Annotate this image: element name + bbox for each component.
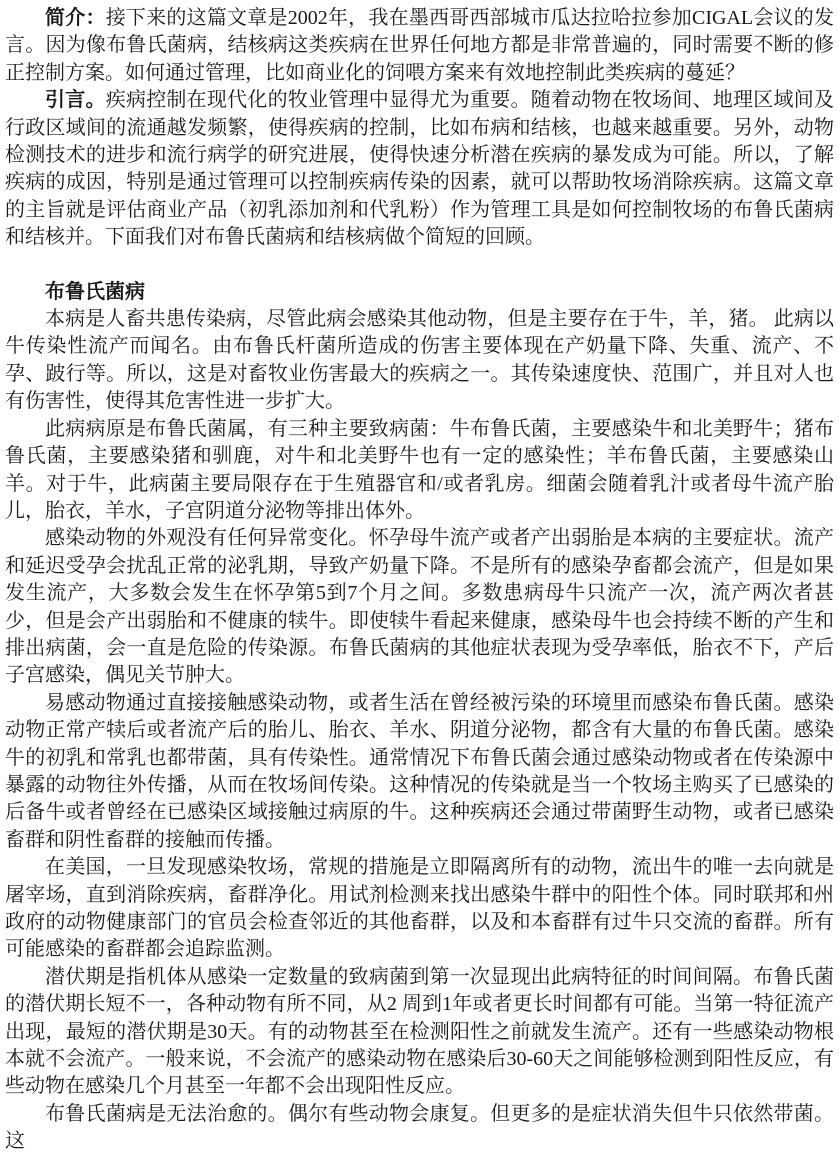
paragraph-preface-text: 疾病控制在现代化的牧业管理中显得尤为重要。随着动物在牧场间、地理区域间及行政区域间的流通越发频繁，使得疾病的控制，比如布病和结核，也越来越重要。另外，动物检测技术的进步和流行病学的研究进展，使得快速分析潜在疾病的暴发成为可能。所以，了解疾病的成因，特别是通过管理可以控制疾病传染的因素，就可以帮助牧场消除疾病。这篇文章的主旨就是评估商业产品（初乳添加剂和代乳粉）作为管理工具是如何控制牧场的布鲁氏菌病和结核并。下面我们对布鲁氏菌病和结核病做个简短的回顾。: [5, 89, 835, 249]
paragraph-intro-text: 接下来的这篇文章是2002年，我在墨西哥西部城市瓜达拉哈拉参加CIGAL会议的发言。因为像布鲁氏菌病，结核病这类疾病在世界任何地方都是非常普遍的，同时需要不断的修正控制方案。如何通过管理，比如商业化的饲喂方案来有效地控制此类疾病的蔓延？: [5, 7, 835, 84]
section-heading-brucellosis: 布鲁氏菌病: [45, 280, 145, 303]
paragraph-overview: 本病是人畜共患传染病，尽管此病会感染其他动物，但是主要存在于牛，羊，猪。 此病以牛传染性流产而闻名。由布鲁氏杆菌所造成的伤害主要体现在产奶量下降、失重、流产、不孕、跛行等。所以，这是对畜牧业伤害最大的疾病之一。其传染速度快、范围广，并且对人也有伤害性，使得其危害性进一步扩大。: [5, 308, 834, 413]
paragraph-symptoms: 感染动物的外观没有任何异常变化。怀孕母牛流产或者产出弱胎是本病的主要症状。流产和延迟受孕会扰乱正常的泌乳期，导致产奶量下降。不是所有的感染孕畜都会流产，但是如果发生流产，大多数会发生在怀孕第5到7个月之间。多数患病母牛只流产一次，流产两次者甚少，但是会产出弱胎和不健康的犊牛。即使犊牛看起来健康，感染母牛也会持续不断的产生和排出病菌，会一直是危险的传染源。布鲁氏菌病的其他症状表现为受孕率低，胎衣不下，产后子宫感染，偶见关节肿大。: [5, 527, 834, 687]
paragraph-incubation: 潜伏期是指机体从感染一定数量的致病菌到第一次显现出此病特征的时间间隔。布鲁氏菌的潜伏期长短不一，各种动物有所不同，从2 周到1年或者更长时间都有可能。当第一特征流产出现，最短的潜伏期是30天。有的动物甚至在检测阳性之前就发生流产。还有一些感染动物根本就不会流产。一般来说，不会流产的感染动物在感染后30-60天之间能够检测到阳性反应，有些动物在感染几个月甚至一年都不会出现阳性反应。: [5, 965, 834, 1098]
paragraph-preface-lead: 引言。: [45, 89, 106, 112]
paragraph-us-measures: 在美国，一旦发现感染牧场，常规的措施是立即隔离所有的动物，流出牛的唯一去向就是屠宰场，直到消除疾病，畜群净化。用试剂检测来找出感染牛群中的阳性个体。同时联邦和州政府的动物健康部门的官员会检查邻近的其他畜群，以及和本畜群有过牛只交流的畜群。所有可能感染的畜群都会追踪监测。: [5, 856, 834, 961]
paragraph-pathogen: 此病病原是布鲁氏菌属，有三种主要致病菌：牛布鲁氏菌，主要感染牛和北美野牛；猪布鲁氏菌，主要感染猪和驯鹿，对牛和北美野牛也有一定的感染性；羊布鲁氏菌，主要感染山羊。对于牛，此病菌主要局限存在于生殖器官和/或者乳房。细菌会随着乳汁或者母牛流产胎儿，胎衣，羊水，子宫阴道分泌物等排出体外。: [5, 417, 834, 522]
paragraph-intro: [5, 5, 834, 87]
paragraph-preface: [5, 87, 834, 251]
paragraph-incurable: 布鲁氏菌病是无法治愈的。偶尔有些动物会康复。但更多的是症状消失但牛只依然带菌。这: [5, 1102, 834, 1153]
paragraph-transmission: 易感动物通过直接接触感染动物，或者生活在曾经被污染的环境里而感染布鲁氏菌。感染动物正常产犊后或者流产后的胎儿、胎衣、羊水、阴道分泌物，都含有大量的布鲁氏菌。感染牛的初乳和常乳也都带菌，具有传染性。通常情况下布鲁氏菌会通过感染动物或者在传染源中暴露的动物往外传播，从而在牧场间传染。这种情况的传染就是当一个牧场主购买了已感染的后备牛或者曾经在已感染区域接触过病原的牛。这种疾病还会通过带菌野生动物，或者已感染畜群和阴性畜群的接触而传播。: [5, 691, 834, 851]
paragraph-intro-lead: 简介：: [45, 7, 106, 29]
